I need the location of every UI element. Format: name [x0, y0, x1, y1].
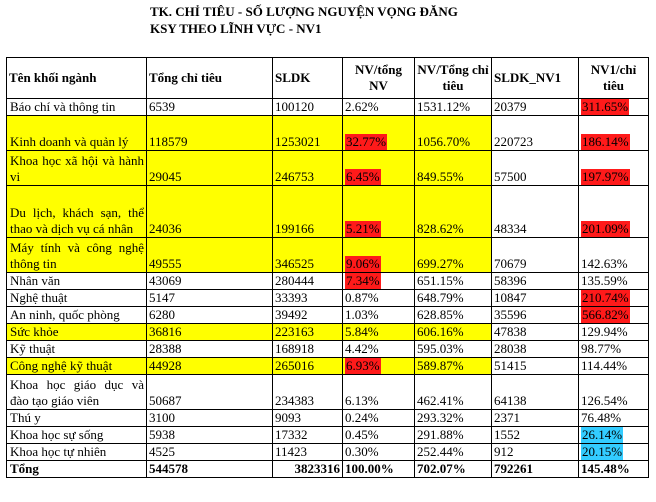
highlighted-value: 210.74% [582, 290, 629, 305]
table-row [7, 375, 649, 410]
table-cell: 234383 [273, 375, 343, 410]
highlighted-value: 311.65% [582, 99, 629, 114]
total-cell: 145.48% [579, 461, 649, 478]
table-cell: 462.41% [415, 375, 492, 410]
table-row [7, 273, 649, 290]
highlighted-value: 5.21% [346, 221, 380, 236]
table-cell: 57500 [492, 151, 579, 186]
table-cell: 4.42% [343, 341, 415, 358]
header-cell: NV1/chỉ tiêu [579, 58, 649, 99]
table-cell: 5938 [147, 427, 273, 444]
table-cell: 11423 [273, 444, 343, 461]
table-cell: 5.84% [343, 324, 415, 341]
highlighted-value: 6.93% [346, 358, 380, 373]
table-cell: 49555 [147, 238, 273, 273]
highlighted-value: 20.15% [582, 444, 623, 459]
table-cell: 1253021 [273, 116, 343, 151]
table-cell: 35596 [492, 307, 579, 324]
table-cell: 912 [492, 444, 579, 461]
table-cell: 0.30% [343, 444, 415, 461]
table-cell: 648.79% [415, 290, 492, 307]
table-cell: 4525 [147, 444, 273, 461]
table-cell: 2.62% [343, 99, 415, 116]
row-label: Kinh doanh và quản lý [7, 116, 147, 151]
table-cell [343, 238, 415, 273]
table-cell: 29045 [147, 151, 273, 186]
table-cell: 17332 [273, 427, 343, 444]
title-line-1: TK. CHỈ TIÊU - SỐ LƯỢNG NGUYỆN VỌNG ĐĂNG [150, 4, 458, 19]
table-cell: 126.54% [579, 375, 649, 410]
row-label: Khoa học sự sống [7, 427, 147, 444]
table-cell: 699.27% [415, 238, 492, 273]
table-cell: 64138 [492, 375, 579, 410]
table-row [7, 116, 649, 151]
row-label: Nghệ thuật [7, 290, 147, 307]
total-cell: 100.00% [343, 461, 415, 478]
header-cell: SLDK [273, 58, 343, 99]
table-cell: 628.85% [415, 307, 492, 324]
table-cell: 135.59% [579, 273, 649, 290]
table-row [7, 358, 649, 375]
table-row [7, 307, 649, 324]
table-cell: 346525 [273, 238, 343, 273]
table-row [7, 410, 649, 427]
table-cell [579, 307, 649, 324]
table-row [7, 444, 649, 461]
highlighted-value: 6.45% [346, 169, 380, 184]
table-cell [343, 186, 415, 238]
header-cell: NV/Tổng chỉ tiêu [415, 58, 492, 99]
highlighted-value: 26.14% [582, 427, 623, 442]
table-cell: 10847 [492, 290, 579, 307]
highlighted-value: 9.06% [346, 256, 380, 271]
table-cell: 1.03% [343, 307, 415, 324]
table-cell: 9093 [273, 410, 343, 427]
table-cell [343, 273, 415, 290]
table-cell [579, 186, 649, 238]
highlighted-value: 186.14% [582, 134, 629, 149]
row-label: Báo chí và thông tin [7, 99, 147, 116]
row-label: Khoa học giáo dục và đào tạo giáo viên [7, 375, 147, 410]
header-cell: SLDK_NV1 [492, 58, 579, 99]
table-cell: 44928 [147, 358, 273, 375]
row-label: An ninh, quốc phòng [7, 307, 147, 324]
table-cell: 220723 [492, 116, 579, 151]
table-cell [579, 290, 649, 307]
table-cell: 28038 [492, 341, 579, 358]
table-cell: 76.48% [579, 410, 649, 427]
table-cell: 28388 [147, 341, 273, 358]
table-cell: 6539 [147, 99, 273, 116]
header-cell: Tên khối ngành [7, 58, 147, 99]
table-cell: 1056.70% [415, 116, 492, 151]
table-row [7, 324, 649, 341]
total-cell: 702.07% [415, 461, 492, 478]
data-table [6, 57, 649, 478]
row-label: Kỹ thuật [7, 341, 147, 358]
table-row [7, 151, 649, 186]
header-cell: Tổng chỉ tiêu [147, 58, 273, 99]
table-cell: 0.24% [343, 410, 415, 427]
table-row [7, 290, 649, 307]
table-cell: 252.44% [415, 444, 492, 461]
table-cell: 36816 [147, 324, 273, 341]
table-cell: 6280 [147, 307, 273, 324]
table-row [7, 427, 649, 444]
header-row [7, 58, 649, 99]
table-row [7, 341, 649, 358]
table-cell: 98.77% [579, 341, 649, 358]
table-cell: 33393 [273, 290, 343, 307]
row-label: Sức khỏe [7, 324, 147, 341]
table-body [7, 99, 649, 478]
table-cell [343, 116, 415, 151]
table-cell [579, 444, 649, 461]
table-cell: 39492 [273, 307, 343, 324]
table-row [7, 186, 649, 238]
row-label: Khoa học xã hội và hành vi [7, 151, 147, 186]
highlighted-value: 7.34% [346, 273, 380, 288]
table-cell: 595.03% [415, 341, 492, 358]
table-cell: 100120 [273, 99, 343, 116]
row-label: Thú y [7, 410, 147, 427]
table-cell [579, 427, 649, 444]
table-cell [343, 151, 415, 186]
table-cell [579, 151, 649, 186]
total-row [7, 461, 649, 478]
table-cell: 70679 [492, 238, 579, 273]
table-cell: 20379 [492, 99, 579, 116]
table-cell: 1552 [492, 427, 579, 444]
table-cell: 589.87% [415, 358, 492, 375]
row-label: Máy tính và công nghệ thông tin [7, 238, 147, 273]
highlighted-value: 201.09% [582, 221, 629, 236]
table-cell: 2371 [492, 410, 579, 427]
table-cell: 293.32% [415, 410, 492, 427]
table-cell: 114.44% [579, 358, 649, 375]
table-cell: 291.88% [415, 427, 492, 444]
table-cell: 606.16% [415, 324, 492, 341]
table-cell: 0.87% [343, 290, 415, 307]
table-row [7, 99, 649, 116]
highlighted-value: 566.82% [582, 307, 629, 322]
table-cell: 0.45% [343, 427, 415, 444]
report-title [150, 3, 550, 37]
table-cell: 6.13% [343, 375, 415, 410]
table-cell: 246753 [273, 151, 343, 186]
table-cell: 51415 [492, 358, 579, 375]
total-cell: 3823316 [273, 461, 343, 478]
table-cell [579, 116, 649, 151]
highlighted-value: 197.97% [582, 169, 629, 184]
table-cell [343, 358, 415, 375]
table-cell: 280444 [273, 273, 343, 290]
table-cell: 129.94% [579, 324, 649, 341]
table-cell: 3100 [147, 410, 273, 427]
table-cell: 24036 [147, 186, 273, 238]
header-cell: NV/tổng NV [343, 58, 415, 99]
table-cell: 47838 [492, 324, 579, 341]
table-cell: 168918 [273, 341, 343, 358]
table-row [7, 238, 649, 273]
table-cell: 50687 [147, 375, 273, 410]
highlighted-value: 32.77% [346, 134, 387, 149]
table-cell: 849.55% [415, 151, 492, 186]
table-cell: 223163 [273, 324, 343, 341]
table-cell: 5147 [147, 290, 273, 307]
total-cell: 544578 [147, 461, 273, 478]
table-cell: 118579 [147, 116, 273, 151]
table-cell: 828.62% [415, 186, 492, 238]
table-cell: 43069 [147, 273, 273, 290]
table-cell: 1531.12% [415, 99, 492, 116]
table-cell: 58396 [492, 273, 579, 290]
title-line-2: KSY THEO LĨNH VỰC - NV1 [150, 21, 322, 36]
row-label: Du lịch, khách sạn, thể thao và dịch vụ cá nhân [7, 186, 147, 238]
table-cell: 265016 [273, 358, 343, 375]
row-label: Nhân văn [7, 273, 147, 290]
total-label: Tổng [7, 461, 147, 478]
table-cell [579, 99, 649, 116]
table-cell: 142.63% [579, 238, 649, 273]
row-label: Khoa học tự nhiên [7, 444, 147, 461]
row-label: Công nghệ kỹ thuật [7, 358, 147, 375]
table-cell: 48334 [492, 186, 579, 238]
table-cell: 651.15% [415, 273, 492, 290]
table-cell: 199166 [273, 186, 343, 238]
total-cell: 792261 [492, 461, 579, 478]
